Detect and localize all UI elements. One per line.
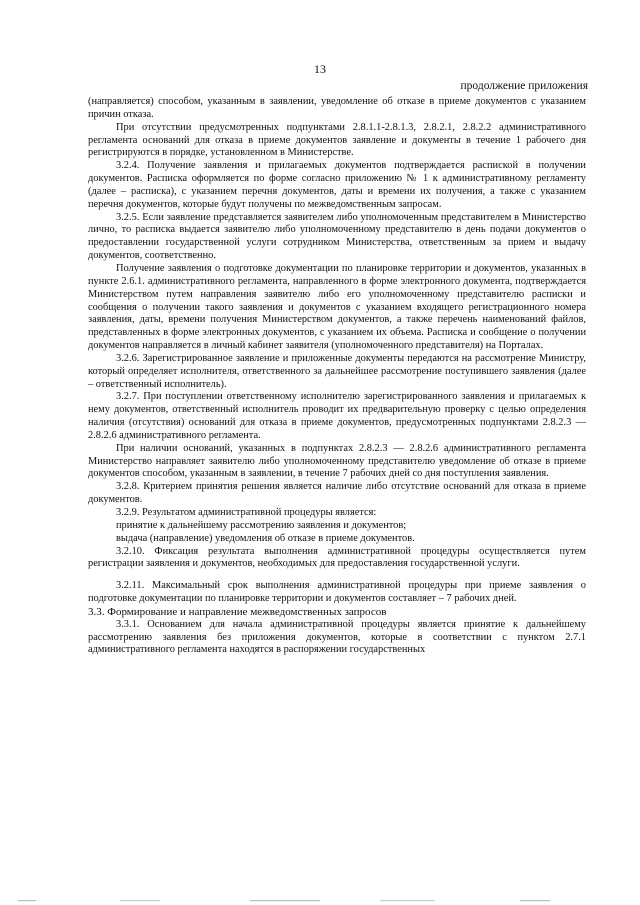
continuation-label: продолжение приложения	[460, 80, 588, 92]
scan-edge-artifacts	[0, 899, 640, 903]
paragraph-3-2-5: 3.2.5. Если заявление представляется заявителем либо уполномоченным представителем в Министерство лично, то расписка выдается заявителю либо уполномоченному представителю в день подачи документов о предоставлении государственной услуги сотрудником Министерства, ответственным за прием и выдачу документов, соответственно.	[88, 211, 586, 262]
paragraph-3-2-8: 3.2.8. Критерием принятия решения является наличие либо отсутствие оснований для отказа в приеме документов.	[88, 481, 586, 506]
paragraph-3-2-7: 3.2.7. При поступлении ответственному исполнителю зарегистрированного заявления и прилагаемых к нему документов, ответственный исполнитель проводит их предварительную проверку с целью определения наличия (отсутствия) оснований для отказа в приеме документов, предусмотренных подпунктами 2.8.2.3 — 2.8.2.6 административного регламента.	[88, 391, 586, 441]
list-item-refusal: выдача (направление) уведомления об отказе в приеме документов.	[116, 532, 415, 544]
paragraph-continuation: (направляется) способом, указанным в заявлении, уведомление об отказе в приеме документов с указанием причин отказа.	[88, 96, 586, 120]
paragraph-3-2-10: 3.2.10. Фиксация результата выполнения административной процедуры осуществляется путем регистрации заявления и документов, необходимых для предоставления государственной услуги.	[88, 545, 586, 570]
paragraph-electronic-receipt: Получение заявления о подготовке документации по планировке территории и документов, указанных в пункте 2.6.1. административного регламента, направленного в форме электронного документа, подтверждается Министерством путем направления заявителю либо его уполномоченному представителю расписки и сообщения о получении такого заявления и документов с указанием входящего регистрационного номера заявления, даты, времени получения Министерством документов, а также перечень наименований файлов, представленных в форме электронных документов, с указанием их объема. Расписка и сообщение о получении документов направляется в личный кабинет заявителя (уполномоченного представителя) на Порталах.	[88, 262, 586, 352]
document-body	[88, 96, 586, 657]
paragraph-grounds-absent: При отсутствии предусмотренных подпунктами 2.8.1.1-2.8.1.3, 2.8.2.1, 2.8.2.2 административного регламента оснований для отказа в приеме документов заявление и документы в течение 1 рабочего дня регистрируются в порядке, установленном в Министерстве.	[88, 121, 586, 159]
section-heading: 3.3. Формирование и направление межведомственных запросов	[88, 605, 387, 618]
list-item-acceptance: принятие к дальнейшему рассмотрению заявления и документов;	[116, 519, 407, 531]
page-number: 13	[314, 62, 326, 76]
paragraph-3-2-4: 3.2.4. Получение заявления и прилагаемых документов подтверждается распиской в получении документов. Расписка оформляется по форме согласно приложению № 1 к административному регламенту (далее – расписка), с указанием перечня документов, даты и времени их получения, а также с указанием перечня документов, которые будут получены по межведомственным запросам.	[88, 160, 586, 210]
paragraph-3-2-11: 3.2.11. Максимальный срок выполнения административной процедуры при приеме заявления о подготовке документации по планировке территории и документов составляет – 7 рабочих дней.	[88, 580, 586, 605]
paragraph-3-3-1: 3.3.1. Основанием для начала административной процедуры является принятие к дальнейшему рассмотрению заявления без приложения документов, которые в соответствии с пунктом 2.7.1 административного регламента находятся в распоряжении государственных	[88, 618, 586, 656]
paragraph-refusal-notice: При наличии оснований, указанных в подпунктах 2.8.2.3 — 2.8.2.6 административного регламента Министерство направляет заявителю либо уполномоченному представителю уведомление об отказе в приеме документов способом, указанным в заявлении, в течение 7 рабочих дней со дня поступления заявления.	[88, 442, 586, 480]
paragraph-3-2-9: 3.2.9. Результатом административной процедуры является:	[116, 507, 377, 518]
paragraph-3-2-6: 3.2.6. Зарегистрированное заявление и приложенные документы передаются на рассмотрение Министру, который определяет исполнителя, ответственного за дальнейшее рассмотрение поступившего заявления (далее – ответственный исполнитель).	[88, 352, 586, 390]
